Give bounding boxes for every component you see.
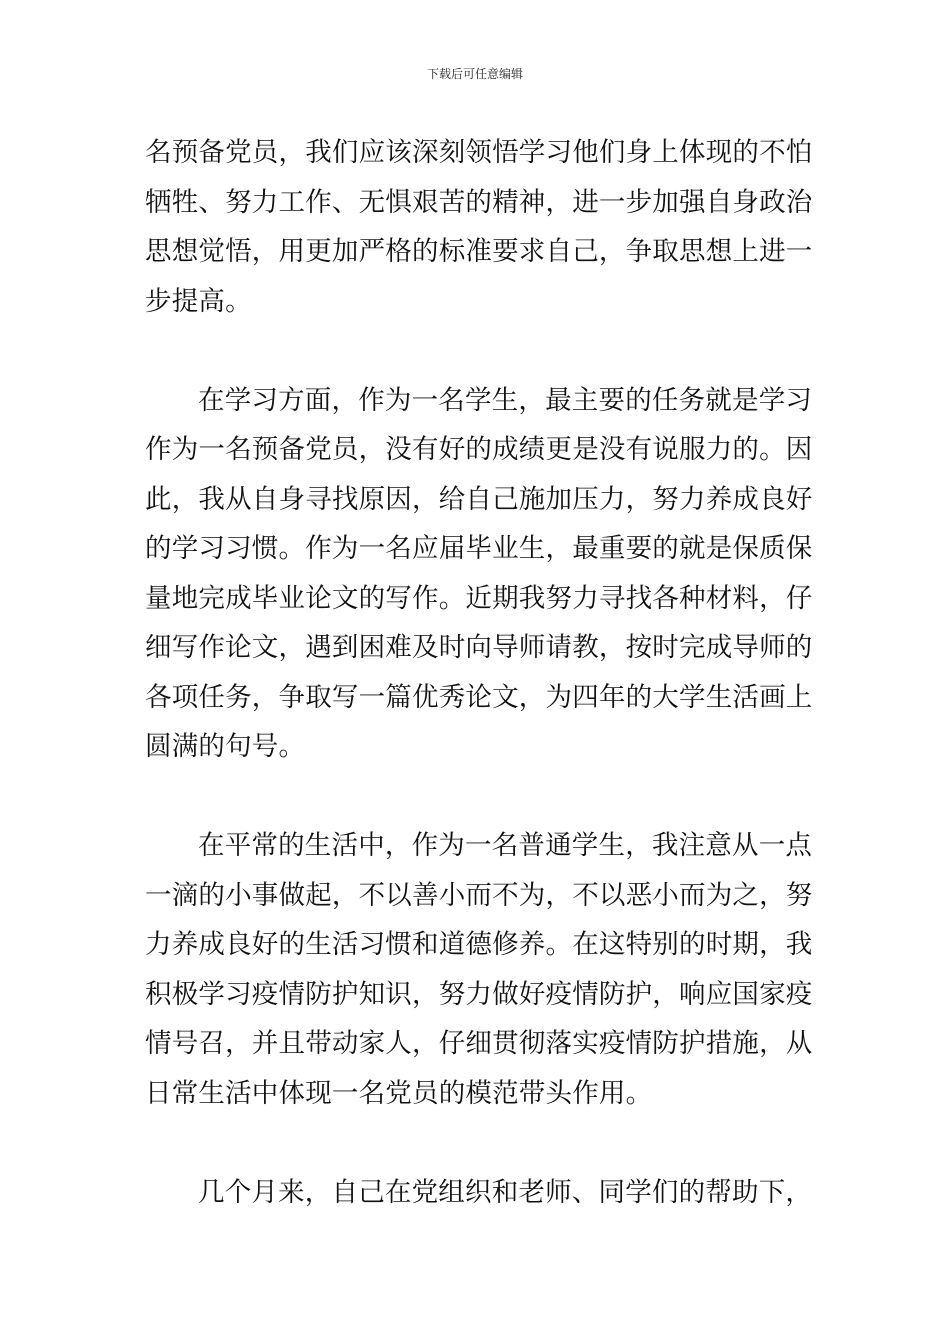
- paragraph-3: [145, 821, 813, 1118]
- text-line: 情号召，并且带动家人，仔细贯彻落实疫情防护措施，从: [145, 1028, 813, 1059]
- paragraph-gap: [145, 326, 810, 376]
- paragraph-2: [145, 376, 813, 772]
- page-header: 下载后可任意编辑: [426, 67, 523, 81]
- text-line: 积极学习疫情防护知识，努力做好疫情防护，响应国家疫: [145, 978, 813, 1010]
- text-line: 圆满的句号。: [145, 731, 306, 762]
- text-line: 在平常的生活中，作为一名普通学生，我注意从一点: [198, 830, 813, 861]
- text-line: 量地完成毕业论文的写作。近期我努力寻找各种材料，仔: [145, 582, 813, 614]
- text-line: 一滴的小事做起，不以善小而不为，不以恶小而为之，努: [145, 879, 813, 911]
- paragraph-1: [145, 128, 813, 326]
- text-line: 细写作论文，遇到困难及时向导师请教，按时完成导师的: [145, 632, 813, 663]
- text-line: 此，我从自身寻找原因，给自己施加压力，努力养成良好: [145, 483, 813, 515]
- text-line: 几个月来，自己在党组织和老师、同学们的帮助下，: [198, 1176, 813, 1208]
- text-line: 在学习方面，作为一名学生，最主要的任务就是学习: [198, 384, 813, 416]
- text-line: 力养成良好的生活习惯和道德修养。在这特别的时期，我: [145, 929, 813, 960]
- paragraph-gap: [145, 1118, 810, 1168]
- text-line: 的学习习惯。作为一名应届毕业生，最重要的就是保质保: [145, 533, 813, 564]
- paragraph-4: [145, 1168, 813, 1218]
- text-line: 步提高。: [145, 285, 252, 317]
- document-body: [145, 128, 813, 1217]
- text-line: 名预备党员，我们应该深刻领悟学习他们身上体现的不怕: [145, 137, 813, 168]
- text-line: 思想觉悟，用更加严格的标准要求自己，争取思想上进一: [145, 236, 813, 267]
- text-line: 日常生活中体现一名党员的模范带头作用。: [145, 1077, 653, 1109]
- text-line: 各项任务，争取写一篇优秀论文，为四年的大学生活画上: [145, 681, 813, 713]
- text-line: 牺牲、努力工作、无惧艰苦的精神，进一步加强自身政治: [145, 186, 813, 218]
- paragraph-gap: [145, 772, 810, 822]
- text-line: 作为一名预备党员，没有好的成绩更是没有说服力的。因: [145, 434, 813, 465]
